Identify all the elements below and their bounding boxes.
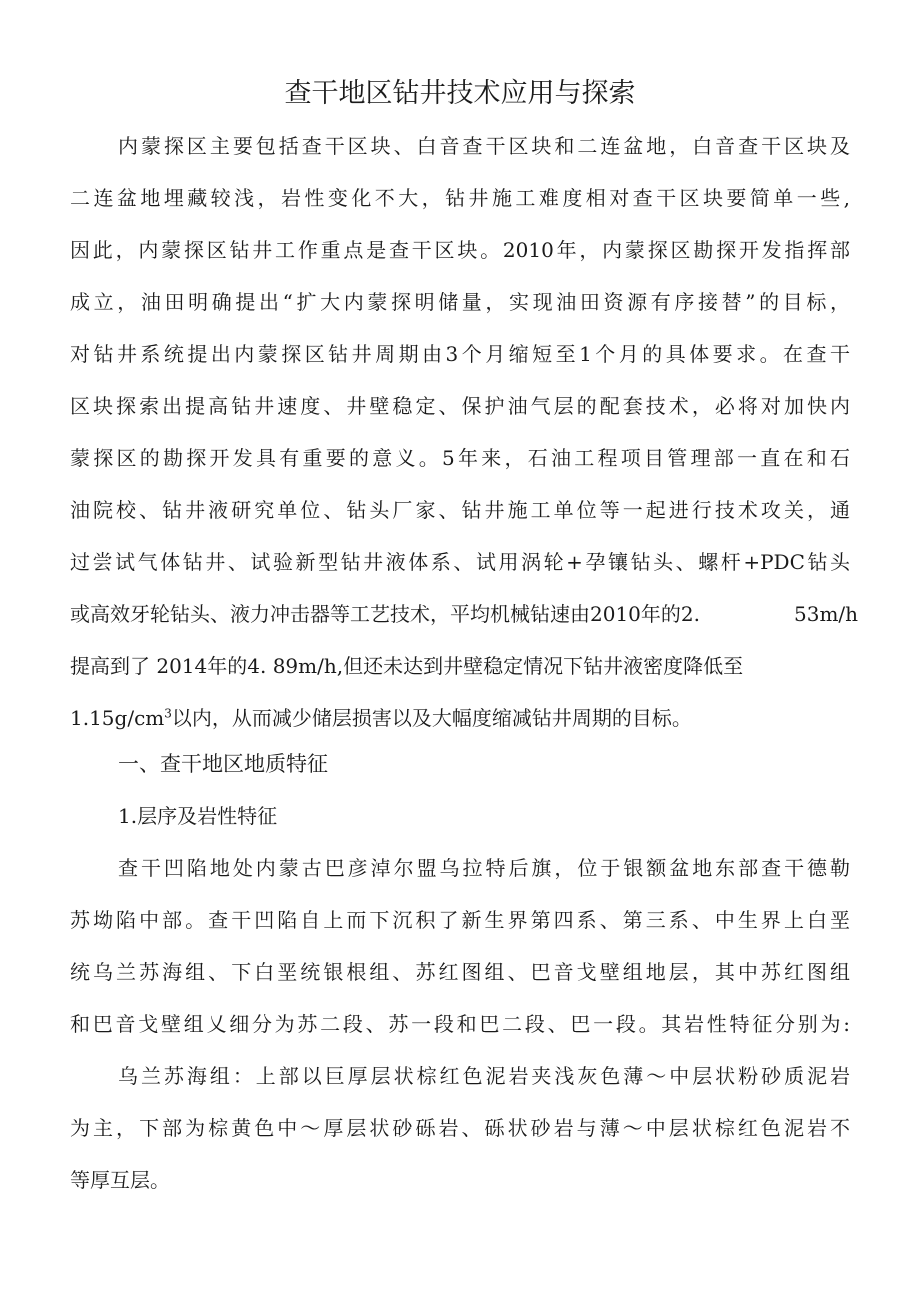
subsection-heading: 1.层序及岩性特征 [118, 804, 278, 828]
paragraph-line: 成立，油田明确提出“扩大内蒙探明储量，实现油田资源有序接替”的目标， [70, 290, 850, 314]
density-value: 1.15g/cm [70, 706, 165, 730]
paragraph-line: 油院校、钻井液研究单位、钻头厂家、钻井施工单位等一起进行技术攻关，通 [70, 498, 850, 522]
superscript-three: 3 [164, 706, 172, 721]
paragraph-line: 为主，下部为棕黄色中～厚层状砂砾岩、砾状砂岩与薄～中层状棕红色泥岩不 [70, 1116, 850, 1140]
document-title: 查干地区钻井技术应用与探索 [284, 78, 636, 109]
paragraph-line: 查干凹陷地处内蒙古巴彦淖尔盟乌拉特后旗，位于银额盆地东部查干德勒 [118, 856, 850, 880]
paragraph-line: 二连盆地埋藏较浅，岩性变化不大，钻井施工难度相对查干区块要简单一些, [70, 186, 850, 210]
paragraph-line: 和巴音戈壁组乂细分为苏二段、苏一段和巴二段、巴一段。其岩性特征分别为: [70, 1012, 850, 1036]
paragraph-line: 内蒙探区主要包括查干区块、白音查干区块和二连盆地，白音查干区块及 [118, 134, 850, 158]
paragraph-line-with-superscript [70, 702, 692, 734]
paragraph-text: 以内，从而减少储层损害以及大幅度缩减钻井周期的目标。 [171, 706, 692, 730]
paragraph-line: 过尝试气体钻井、试验新型钻井液体系、试用涡轮+孕镶钻头、螺杆+PDC钻头 [70, 550, 850, 574]
paragraph-line: 统乌兰苏海组、下白垩统银根组、苏红图组、巴音戈壁组地层，其中苏红图组 [70, 960, 850, 984]
paragraph-line: 等厚互层。 [70, 1168, 170, 1192]
paragraph-line: 苏坳陷中部。查干凹陷自上而下沉积了新生界第四系、第三系、中生界上白垩 [70, 908, 850, 932]
paragraph-line-tail: 53m/h [794, 602, 859, 626]
paragraph-line: 蒙探区的勘探开发具有重要的意义。5年来，石油工程项目管理部一直在和石 [70, 446, 850, 470]
paragraph-line: 乌兰苏海组：上部以巨厚层状棕红色泥岩夹浅灰色薄～中层状粉砂质泥岩 [118, 1064, 850, 1088]
section-heading: 一、查干地区地质特征 [118, 752, 328, 776]
paragraph-line: 因此，内蒙探区钻井工作重点是查干区块。2010年，内蒙探区勘探开发指挥部 [70, 238, 850, 262]
paragraph-line: 区块探索出提高钻井速度、井壁稳定、保护油气层的配套技术，必将对加快内 [70, 394, 850, 418]
paragraph-line: 对钻井系统提出内蒙探区钻井周期由3个月缩短至1个月的具体要求。在查干 [70, 342, 850, 366]
paragraph-line: 或高效牙轮钻头、液力冲击器等工艺技术，平均机械钻速由2010年的2. [70, 602, 700, 626]
paragraph-line: 提高到了 2014年的4. 89m/h,但还未达到井壁稳定情况下钻井液密度降低至 [70, 654, 744, 678]
